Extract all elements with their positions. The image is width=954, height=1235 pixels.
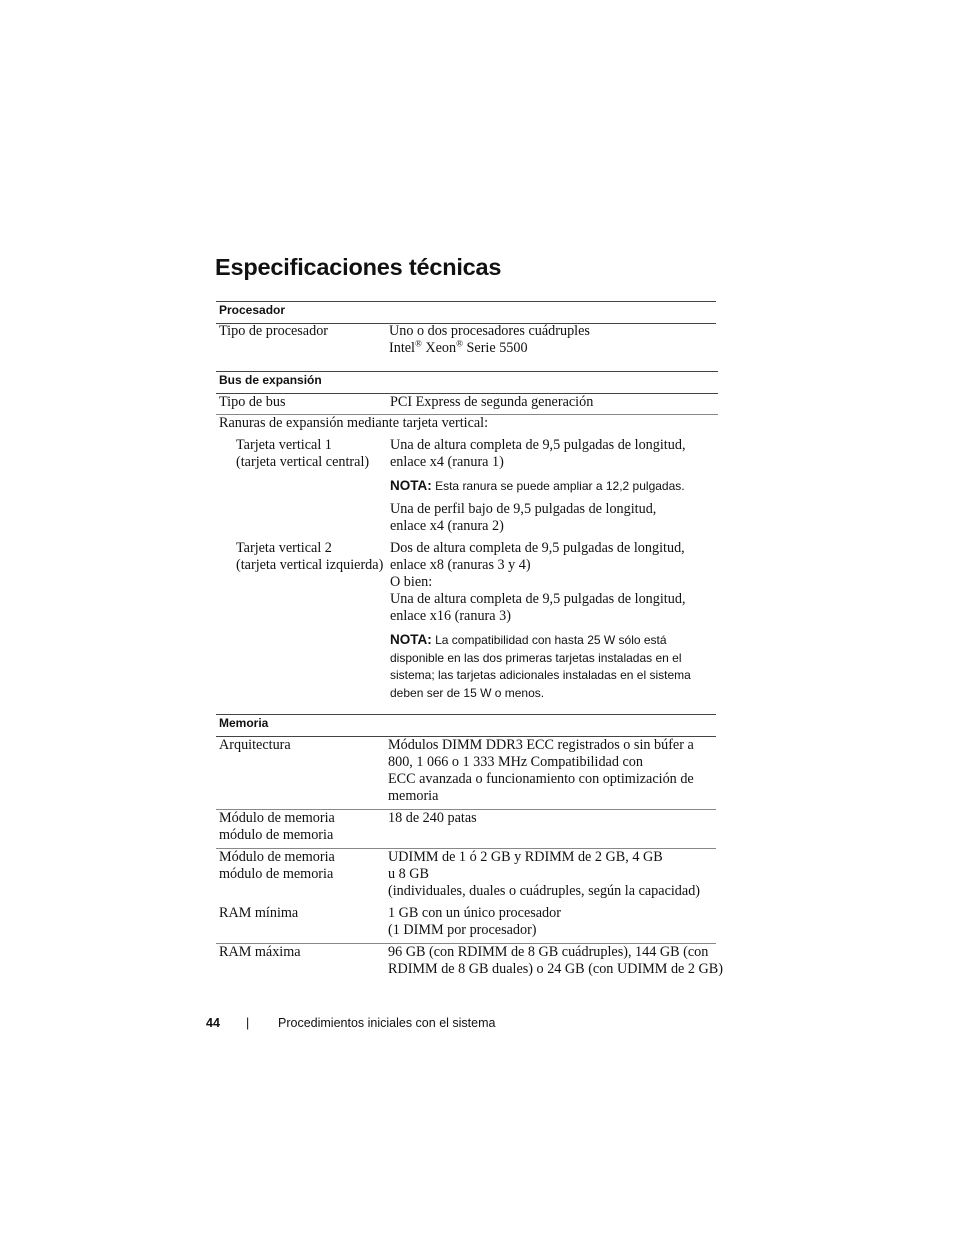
note-text: deben ser de 15 W o menos. xyxy=(390,685,545,700)
section-heading-bus: Bus de expansión xyxy=(219,373,322,387)
spec-value-ram-minima xyxy=(388,905,561,939)
spec-value-ram-maxima xyxy=(388,944,723,978)
value-line: 1 GB con un único procesador xyxy=(388,905,561,921)
spec-label-arquitectura: Arquitectura xyxy=(219,737,291,753)
label-line: módulo de memoria xyxy=(219,827,334,843)
footer-text: Procedimientos iniciales con el sistema xyxy=(278,1016,496,1030)
value-line: Una de perfil bajo de 9,5 pulgadas de longitud, xyxy=(390,501,657,517)
note-ranura-1 xyxy=(390,477,685,496)
label-line: Tarjeta vertical 2 xyxy=(236,540,332,556)
value-line: Una de altura completa de 9,5 pulgadas de longitud, xyxy=(390,437,686,453)
brand-xeon: Xeon xyxy=(425,340,457,356)
value-line: enlace x4 (ranura 2) xyxy=(390,518,504,534)
spec-label-ram-minima: RAM mínima xyxy=(219,905,299,921)
value-line: (individuales, duales o cuádruples, según la capacidad) xyxy=(388,883,701,899)
spec-value-tarjeta-vertical-1 xyxy=(390,437,686,471)
registered-mark: ® xyxy=(415,338,422,349)
value-line: enlace x4 (ranura 1) xyxy=(390,454,504,470)
note-text: Esta ranura se puede ampliar a 12,2 pulgadas. xyxy=(435,479,685,493)
spec-value-modulo-2 xyxy=(388,849,700,900)
value-line: O bien: xyxy=(390,574,433,590)
spec-value-tarjeta-vertical-2 xyxy=(390,540,686,625)
spec-value-arquitectura xyxy=(388,737,694,805)
value-line: 96 GB (con RDIMM de 8 GB cuádruples), 144 GB (con xyxy=(388,944,709,960)
note-text: La compatibilidad con hasta 25 W sólo está xyxy=(435,633,667,647)
spec-value-tipo-bus: PCI Express de segunda generación xyxy=(390,394,594,410)
spec-label-ranuras: Ranuras de expansión mediante tarjeta vertical: xyxy=(219,415,489,431)
section-rule-top xyxy=(216,301,716,302)
note-text: disponible en las dos primeras tarjetas instaladas en el xyxy=(390,650,682,665)
label-line: Módulo de memoria xyxy=(219,849,335,865)
value-line: enlace x16 (ranura 3) xyxy=(390,608,511,624)
spec-value-line: Uno o dos procesadores cuádruples xyxy=(389,323,590,339)
page-title: Especificaciones técnicas xyxy=(215,254,502,280)
note-label: NOTA: xyxy=(390,632,432,647)
spec-value-modulo-1: 18 de 240 patas xyxy=(388,810,477,826)
value-line: u 8 GB xyxy=(388,866,429,882)
spec-label-modulo-1 xyxy=(219,810,335,844)
section-heading-memoria: Memoria xyxy=(219,716,269,730)
label-line: Módulo de memoria xyxy=(219,810,335,826)
spec-value-tarjeta-vertical-1-b xyxy=(390,501,656,535)
value-line: Módulos DIMM DDR3 ECC registrados o sin búfer a xyxy=(388,737,694,753)
value-line: ECC avanzada o funcionamiento con optimización de xyxy=(388,771,694,787)
value-line: RDIMM de 8 GB duales) o 24 GB (con UDIMM de 2 GB) xyxy=(388,961,723,977)
value-line: 800, 1 066 o 1 333 MHz Compatibilidad con xyxy=(388,754,643,770)
label-line: módulo de memoria xyxy=(219,866,334,882)
spec-label-modulo-2 xyxy=(219,849,335,883)
section-heading-procesador: Procesador xyxy=(219,303,286,317)
spec-label-tarjeta-vertical-1 xyxy=(236,437,369,471)
series-name: Serie 5500 xyxy=(466,340,528,356)
spec-value-tipo-procesador xyxy=(389,323,590,357)
spec-label-tarjeta-vertical-2 xyxy=(236,540,383,574)
section-rule-top xyxy=(216,714,716,715)
value-line: Dos de altura completa de 9,5 pulgadas de longitud, xyxy=(390,540,685,556)
note-compatibilidad xyxy=(390,631,720,702)
spec-label-tipo-bus: Tipo de bus xyxy=(219,394,286,410)
spec-value-line xyxy=(389,340,590,357)
value-line: memoria xyxy=(388,788,439,804)
label-line: (tarjeta vertical izquierda) xyxy=(236,557,384,573)
brand-intel: Intel xyxy=(389,340,415,356)
value-line: enlace x8 (ranuras 3 y 4) xyxy=(390,557,531,573)
registered-mark: ® xyxy=(456,338,463,349)
section-rule-top xyxy=(216,371,718,372)
value-line: UDIMM de 1 ó 2 GB y RDIMM de 2 GB, 4 GB xyxy=(388,849,663,865)
value-line: Una de altura completa de 9,5 pulgadas de longitud, xyxy=(390,591,686,607)
label-line: Tarjeta vertical 1 xyxy=(236,437,332,453)
spec-label-ram-maxima: RAM máxima xyxy=(219,944,301,960)
note-label: NOTA: xyxy=(390,478,432,493)
note-text: sistema; las tarjetas adicionales instaladas en el sistema xyxy=(390,668,691,682)
footer-separator: | xyxy=(246,1016,250,1030)
value-line: (1 DIMM por procesador) xyxy=(388,922,537,938)
spec-label-tipo-procesador: Tipo de procesador xyxy=(219,323,329,339)
page-number: 44 xyxy=(206,1016,220,1030)
label-line: (tarjeta vertical central) xyxy=(236,454,370,470)
